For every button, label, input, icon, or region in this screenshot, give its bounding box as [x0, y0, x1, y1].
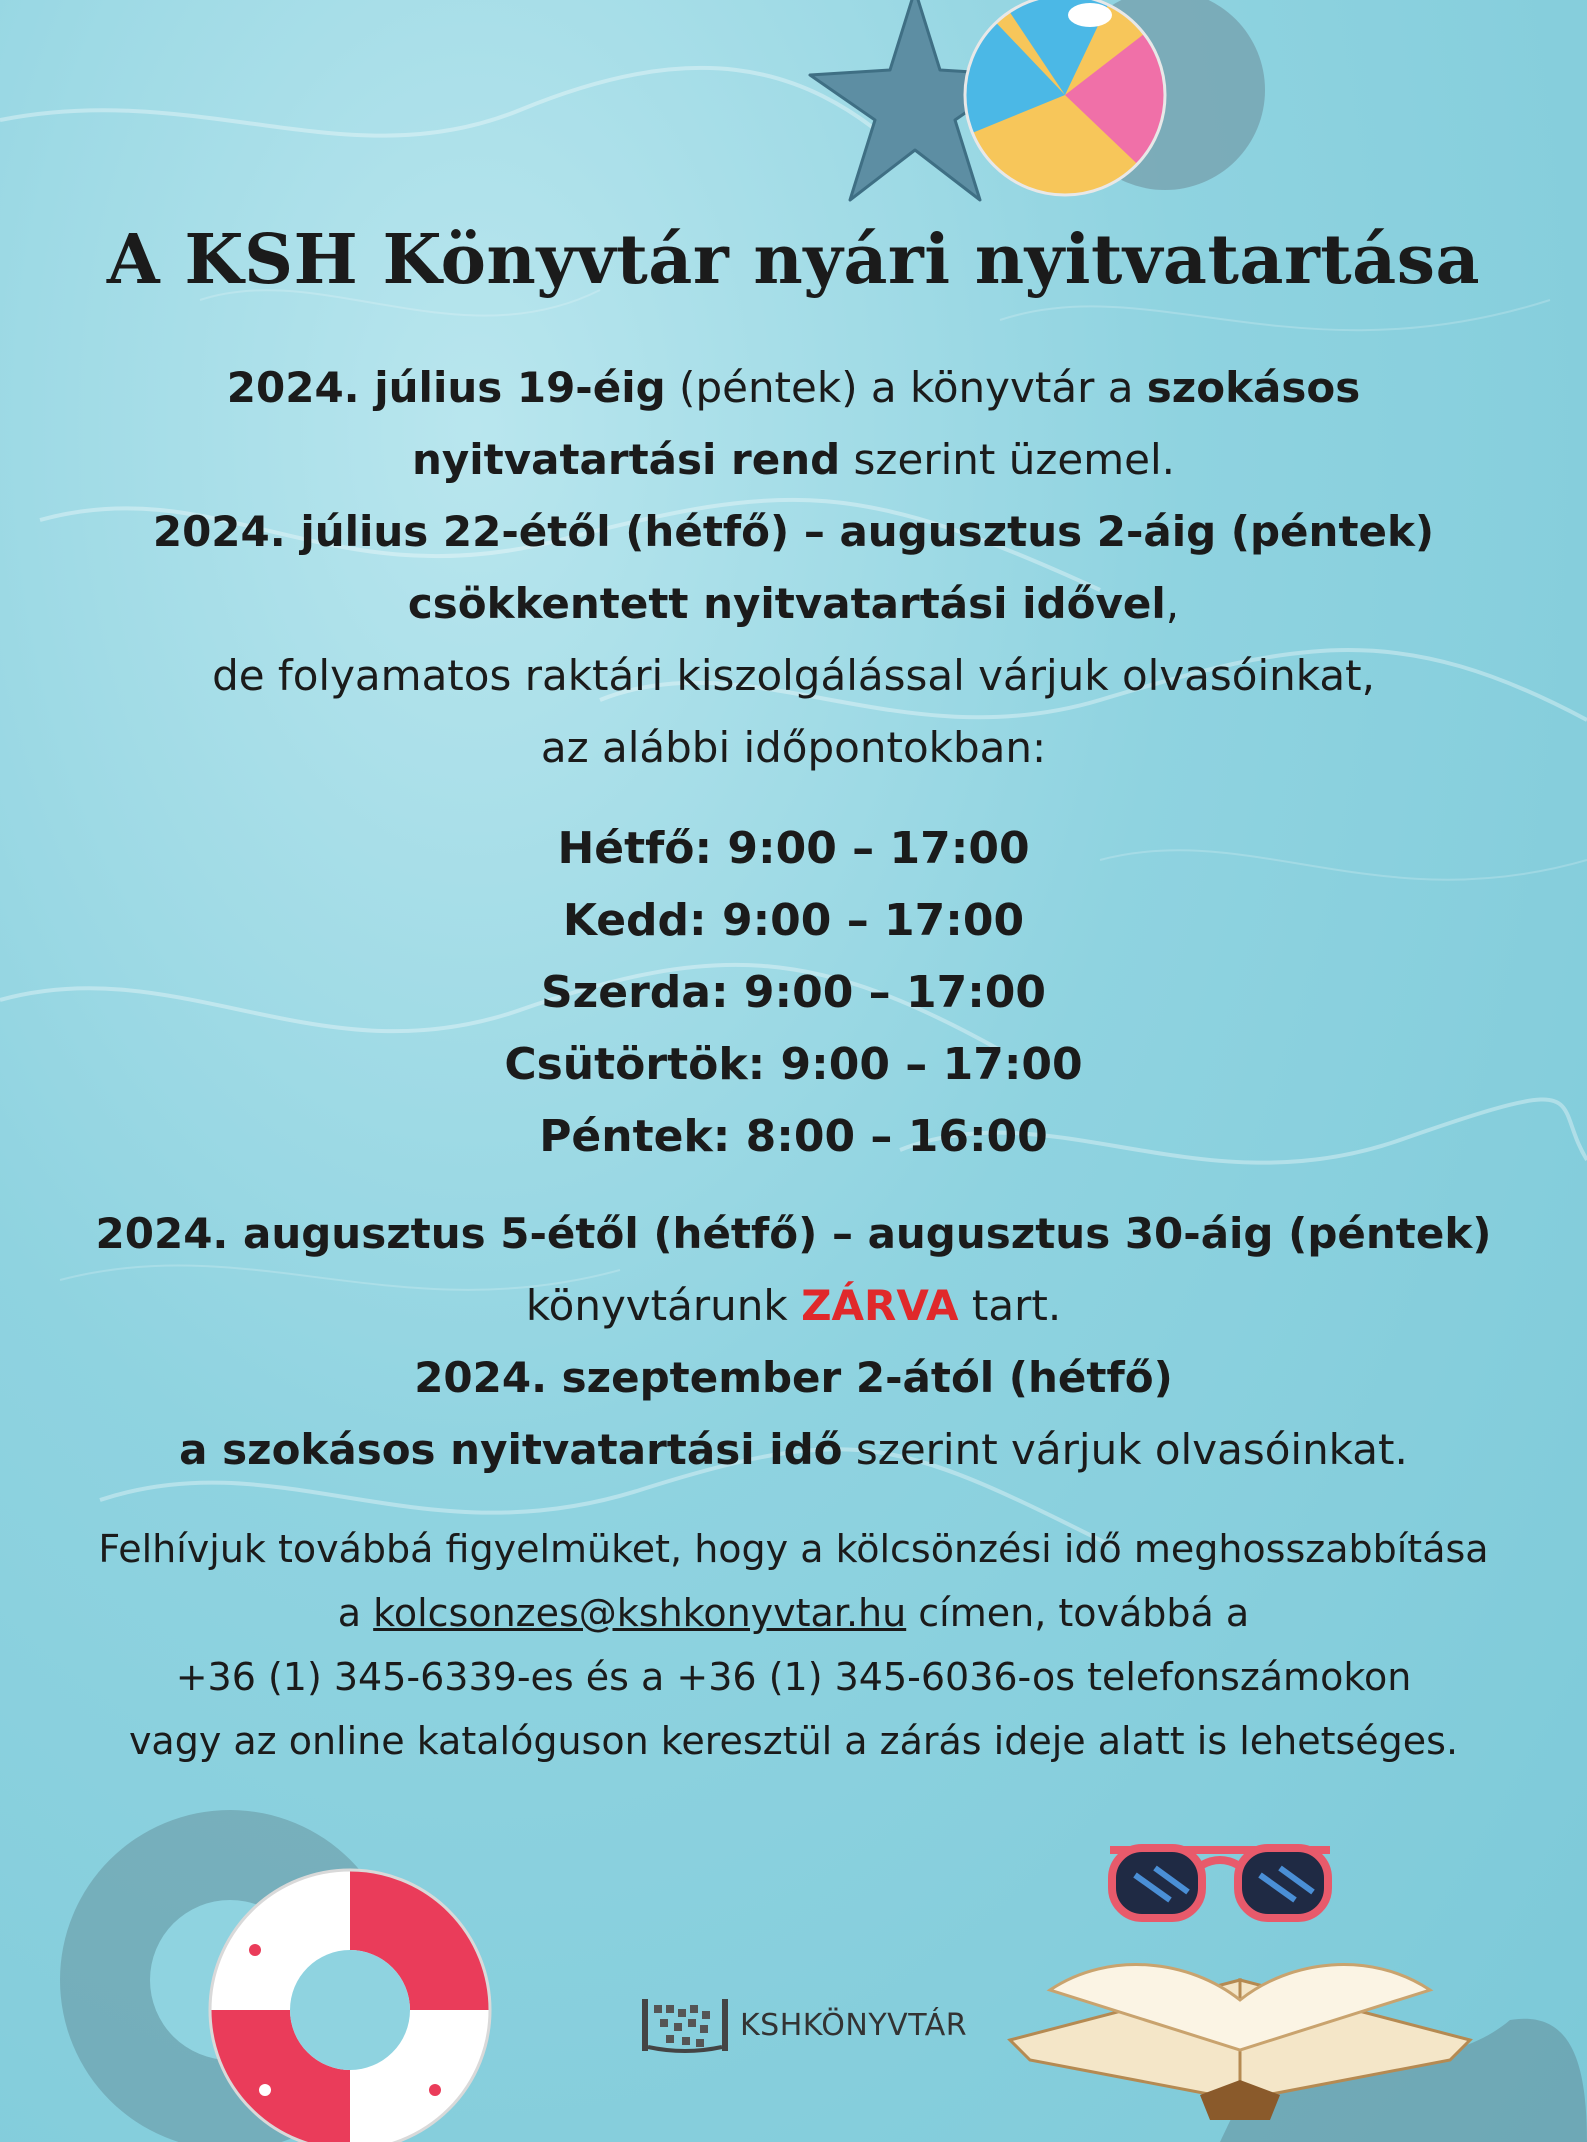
page-title: A KSH Könyvtár nyári nyitvatartása: [106, 220, 1481, 300]
reduced-hours-label: csökkentett nyitvatartási idővel: [407, 579, 1166, 628]
beach-ball-icon: [955, 0, 1355, 210]
notice-line-2-post: címen, továbbá a: [906, 1591, 1250, 1635]
email-link[interactable]: kolcsonzes@kshkonyvtar.hu: [373, 1591, 907, 1635]
library-logo: [640, 1995, 967, 2055]
hours-thursday: Csütörtök: 9:00 – 17:00: [504, 1039, 1083, 1090]
notice-text: [0, 1517, 1587, 1773]
intro-line-2-bold: nyitvatartási rend: [412, 435, 841, 484]
notice-line-2: [0, 1581, 1587, 1645]
hours-friday: Péntek: 8:00 – 16:00: [539, 1111, 1048, 1162]
intro-line-6: az alábbi időpontokban:: [540, 723, 1047, 772]
intro-line-1-text: (péntek) a könyvtár a: [665, 363, 1147, 412]
hours-wednesday: Szerda: 9:00 – 17:00: [540, 967, 1047, 1018]
closure-line-2: [0, 1270, 1587, 1342]
intro-line-4-text: ,: [1165, 579, 1180, 628]
normal-hours-label: a szokásos nyitvatartási idő: [179, 1425, 843, 1474]
notice-line-4: vagy az online katalóguson keresztül a zárás ideje alatt is lehetséges.: [128, 1719, 1459, 1763]
opening-hours-list: [0, 813, 1587, 1173]
intro-line-1-bold: szokásos: [1146, 363, 1361, 412]
intro-line-5: de folyamatos raktári kiszolgálással várjuk olvasóinkat,: [212, 651, 1375, 700]
closure-period: 2024. augusztus 5-étől (hétfő) – augusztus 30-áig (péntek): [95, 1209, 1492, 1258]
logo-text: KSHKÖNYVTÁR: [740, 2007, 968, 2043]
reopen-date: 2024. szeptember 2-ától (hétfő): [414, 1353, 1173, 1402]
closed-label: ZÁRVA: [801, 1281, 959, 1330]
life-ring-icon: [60, 1780, 530, 2142]
hours-monday: Hétfő: 9:00 – 17:00: [557, 823, 1030, 874]
notice-line-2-pre: a: [337, 1591, 374, 1635]
reduced-period: 2024. július 22-étől (hétfő) – augusztus 2-áig (péntek): [152, 507, 1435, 556]
intro-line-2-text: szerint üzemel.: [840, 435, 1175, 484]
hours-tuesday: Kedd: 9:00 – 17:00: [562, 895, 1025, 946]
intro-text: [0, 352, 1587, 784]
closure-line-4-text: szerint várjuk olvasóinkat.: [842, 1425, 1408, 1474]
closure-line-2-post: tart.: [958, 1281, 1062, 1330]
intro-line-4: [0, 568, 1587, 640]
notice-phones: +36 (1) 345-6339-es és a +36 (1) 345-6036-os telefonszámokon: [175, 1655, 1412, 1699]
closure-line-4: [0, 1414, 1587, 1486]
closure-line-2-pre: könyvtárunk: [525, 1281, 802, 1330]
sunglasses-icon: [1100, 1830, 1340, 1940]
intro-line-2: [0, 424, 1587, 496]
closure-text: [0, 1198, 1587, 1486]
library-logo-icon: [640, 1995, 730, 2055]
intro-line-1: [0, 352, 1587, 424]
notice-line-1: Felhívjuk továbbá figyelmüket, hogy a kölcsönzési idő meghosszabbítása: [98, 1527, 1489, 1571]
date-until-jul19: 2024. július 19-éig: [226, 363, 666, 412]
